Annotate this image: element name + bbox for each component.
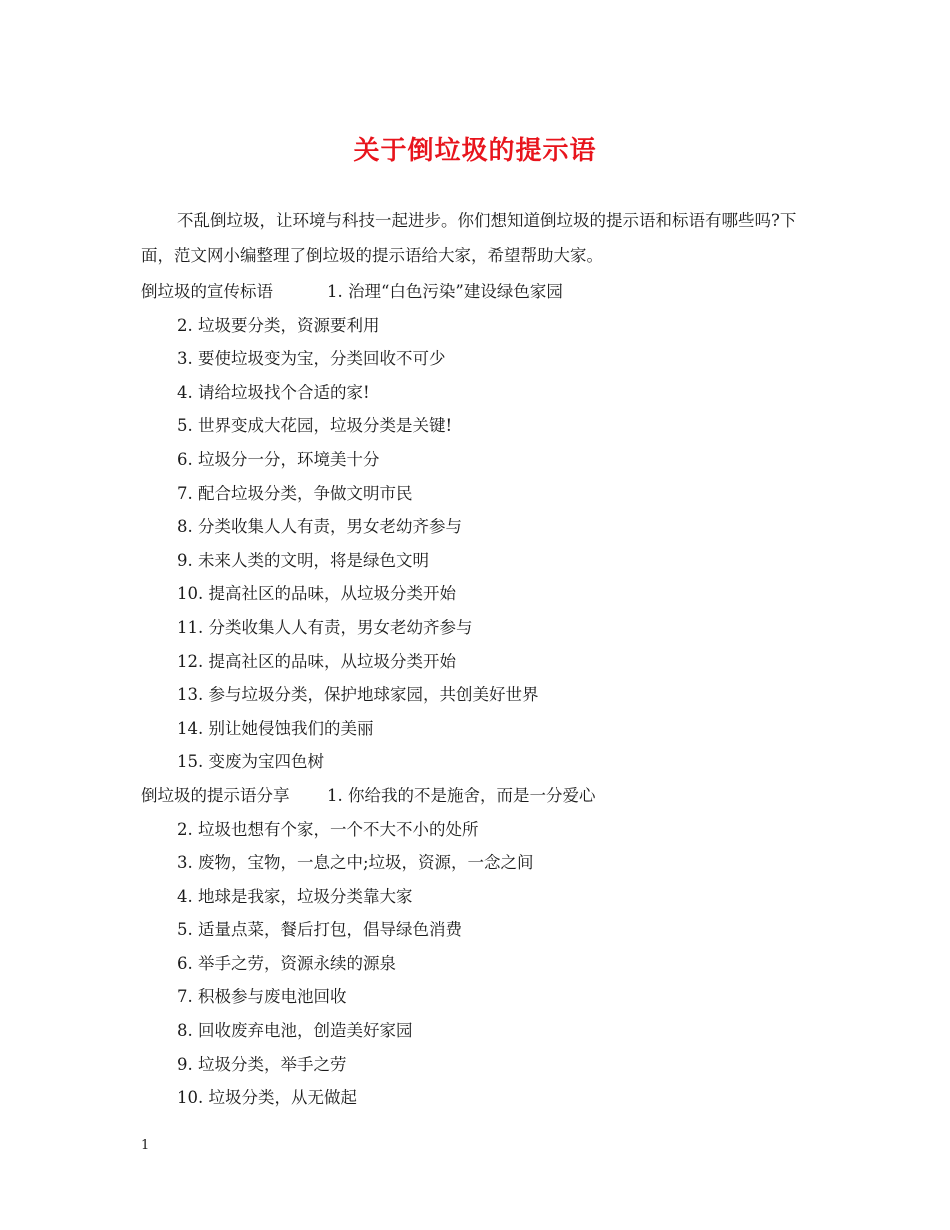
list-item: 6. 举手之劳，资源永续的源泉 (177, 953, 396, 973)
list-item: 10. 提高社区的品味，从垃圾分类开始 (177, 584, 456, 604)
list-item: 13. 参与垃圾分类，保护地球家园，共创美好世界 (177, 685, 539, 705)
list-item: 12. 提高社区的品味，从垃圾分类开始 (177, 651, 456, 671)
list-item: 1. 你给我的不是施舍，而是一分爱心 (327, 785, 596, 805)
list-item: 3. 废物，宝物，一息之中;垃圾，资源，一念之间 (177, 853, 534, 873)
page-number: 1 (141, 1138, 150, 1153)
list-item: 6. 垃圾分一分，环境美十分 (177, 449, 380, 469)
list-item: 3. 要使垃圾变为宝，分类回收不可少 (177, 349, 446, 369)
list-item: 10. 垃圾分类，从无做起 (177, 1088, 357, 1108)
list-item: 14. 别让她侵蚀我们的美丽 (177, 718, 374, 738)
list-item: 9. 未来人类的文明，将是绿色文明 (177, 550, 429, 570)
list-item: 2. 垃圾也想有个家，一个不大不小的处所 (177, 819, 479, 839)
page-title: 关于倒垃圾的提示语 (353, 136, 597, 166)
list-item: 5. 适量点菜，餐后打包，倡导绿色消费 (177, 920, 462, 940)
list-item: 2. 垃圾要分类，资源要利用 (177, 315, 380, 335)
section-heading-line (141, 275, 841, 309)
section-heading: 倒垃圾的宣传标语 (141, 282, 273, 301)
list-item: 8. 回收废弃电池，创造美好家园 (177, 1021, 413, 1041)
list-item: 5. 世界变成大花园，垃圾分类是关键! (177, 416, 453, 436)
section-heading: 倒垃圾的提示语分享 (141, 785, 290, 805)
list-item: 4. 地球是我家，垃圾分类靠大家 (177, 886, 413, 906)
list-item: 1. 治理“白色污染”建设绿色家园 (327, 282, 563, 301)
list-item: 11. 分类收集人人有责，男女老幼齐参与 (177, 617, 473, 637)
intro-paragraph (141, 203, 821, 273)
list-item: 4. 请给垃圾找个合适的家! (177, 382, 370, 402)
list-item: 7. 配合垃圾分类，争做文明市民 (177, 483, 413, 503)
list-item: 15. 变废为宝四色树 (177, 752, 324, 772)
list-item: 9. 垃圾分类，举手之劳 (177, 1054, 347, 1074)
list-item: 7. 积极参与废电池回收 (177, 987, 347, 1007)
intro-text: 不乱倒垃圾，让环境与科技一起进步。你们想知道倒垃圾的提示语和标语有哪些吗?下面，范文网小编整理了倒垃圾的提示语给大家，希望帮助大家。 (141, 211, 797, 265)
section-heading-line (141, 779, 841, 813)
list-item: 8. 分类收集人人有责，男女老幼齐参与 (177, 517, 462, 537)
slogan-list (141, 275, 841, 1115)
